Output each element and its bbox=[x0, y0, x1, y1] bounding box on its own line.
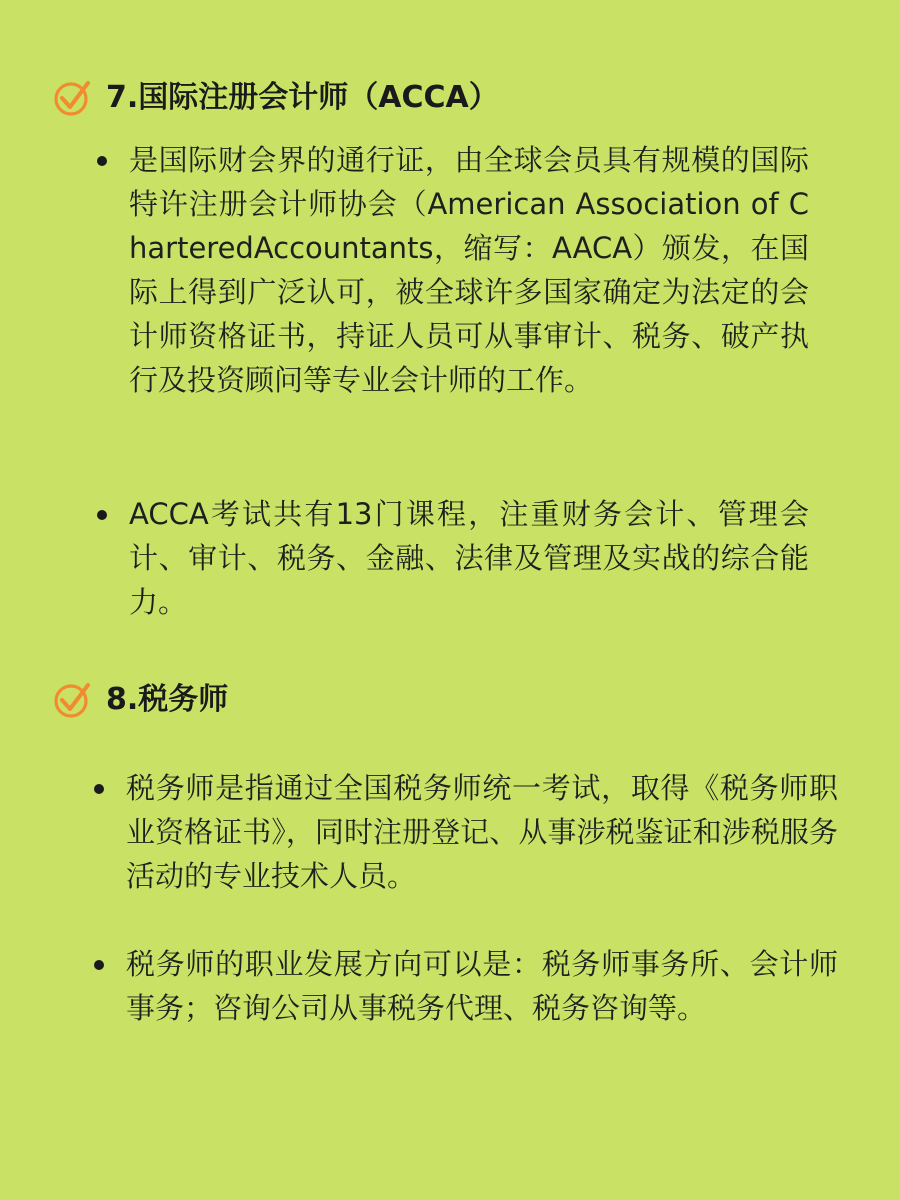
bullet-dot bbox=[94, 960, 104, 970]
section-title: 8.税务师 bbox=[106, 682, 229, 717]
section-heading-tax-advisor bbox=[52, 680, 228, 720]
bullet-dot bbox=[97, 156, 107, 166]
list-item-text: 税务师是指通过全国税务师统一考试，取得《税务师职业资格证书》，同时注册登记、从事涉税鉴证和涉税服务活动的专业技术人员。 bbox=[126, 771, 838, 893]
checkmark-circle-icon bbox=[52, 78, 92, 118]
bullet-dot bbox=[97, 510, 107, 520]
list-item bbox=[94, 766, 838, 898]
list-item bbox=[97, 492, 809, 624]
list-item-text: 税务师的职业发展方向可以是：税务师事务所、会计师事务；咨询公司从事税务代理、税务咨询等。 bbox=[126, 947, 838, 1025]
list-item bbox=[97, 138, 809, 402]
list-item bbox=[94, 942, 838, 1030]
bullet-dot bbox=[94, 784, 104, 794]
list-item-text: ACCA考试共有13门课程，注重财务会计、管理会计、审计、税务、金融、法律及管理及实战的综合能力。 bbox=[129, 497, 809, 619]
list-item-text: 是国际财会界的通行证，由全球会员具有规模的国际特许注册会计师协会（American Association of CharteredAccountants，缩写：AACA）颁发，在国际上得到广泛认可，被全球许多国家确定为法定的会计师资格证书，持证人员可从事审计、税务、破产执行及投资顾问等专业会计师的工作。 bbox=[129, 143, 809, 397]
section-heading-acca bbox=[52, 78, 499, 118]
section-title: 7.国际注册会计师（ACCA） bbox=[106, 80, 499, 115]
checkmark-circle-icon bbox=[52, 680, 92, 720]
